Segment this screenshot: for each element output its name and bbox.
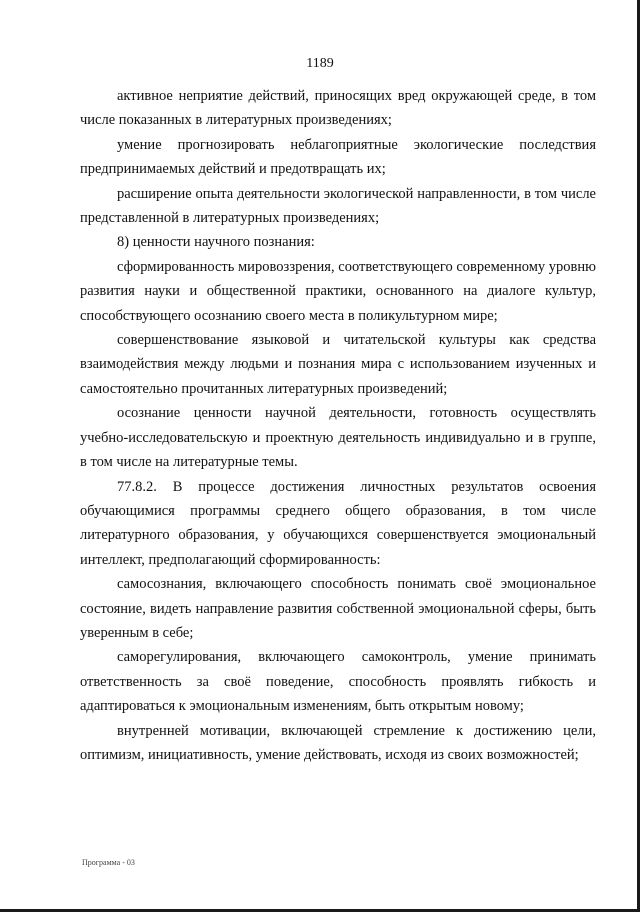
paragraph: самосознания, включающего способность понимать своё эмоциональное состояние, видеть направление развития собственной эмоциональной сферы, быть уверенным в себе;: [80, 576, 596, 641]
paragraph: 77.8.2. В процессе достижения личностных результатов освоения обучающимися программы среднего общего образования, в том числе литературного образования, у обучающихся совершенствуется эмоциональный интеллект, предполагающий сформированность:: [80, 478, 596, 568]
paragraph: саморегулирования, включающего самоконтроль, умение принимать ответственность за своё поведение, способность проявлять гибкость и адаптироваться к эмоциональным изменениям, быть открытым новому;: [80, 649, 596, 715]
paragraph: совершенствование языковой и читательской культуры как средства взаимодействия между людьми и познания мира с использованием изученных и самостоятельно прочитанных литературных произведений;: [80, 332, 596, 397]
footer-label: Программа - 03: [82, 858, 135, 867]
paragraph: осознание ценности научной деятельности, готовность осуществлять учебно-исследовательскую и проектную деятельность индивидуально и в группе, в том числе на литературные темы.: [80, 405, 596, 471]
paragraph: расширение опыта деятельности экологической направленности, в том числе представленной в литературных произведениях;: [80, 185, 596, 227]
page-number: 1189: [306, 56, 334, 71]
paragraph: внутренней мотивации, включающей стремление к достижению цели, оптимизм, инициативность, умение действовать, исходя из своих возможностей;: [80, 722, 596, 763]
paragraph: активное неприятие действий, приносящих вред окружающей среде, в том числе показанных в литературных произведениях;: [80, 88, 596, 129]
paragraph: умение прогнозировать неблагоприятные экологические последствия предпринимаемых действий и предотвращать их;: [80, 136, 596, 178]
body-text: [80, 84, 596, 767]
section-heading: 8) ценности научного познания:: [117, 234, 315, 251]
paragraph: сформированность мировоззрения, соответствующего современному уровню развития науки и общественной практики, основанного на диалоге культур, способствующего осознанию своего места в поликультурном мире;: [80, 258, 596, 324]
